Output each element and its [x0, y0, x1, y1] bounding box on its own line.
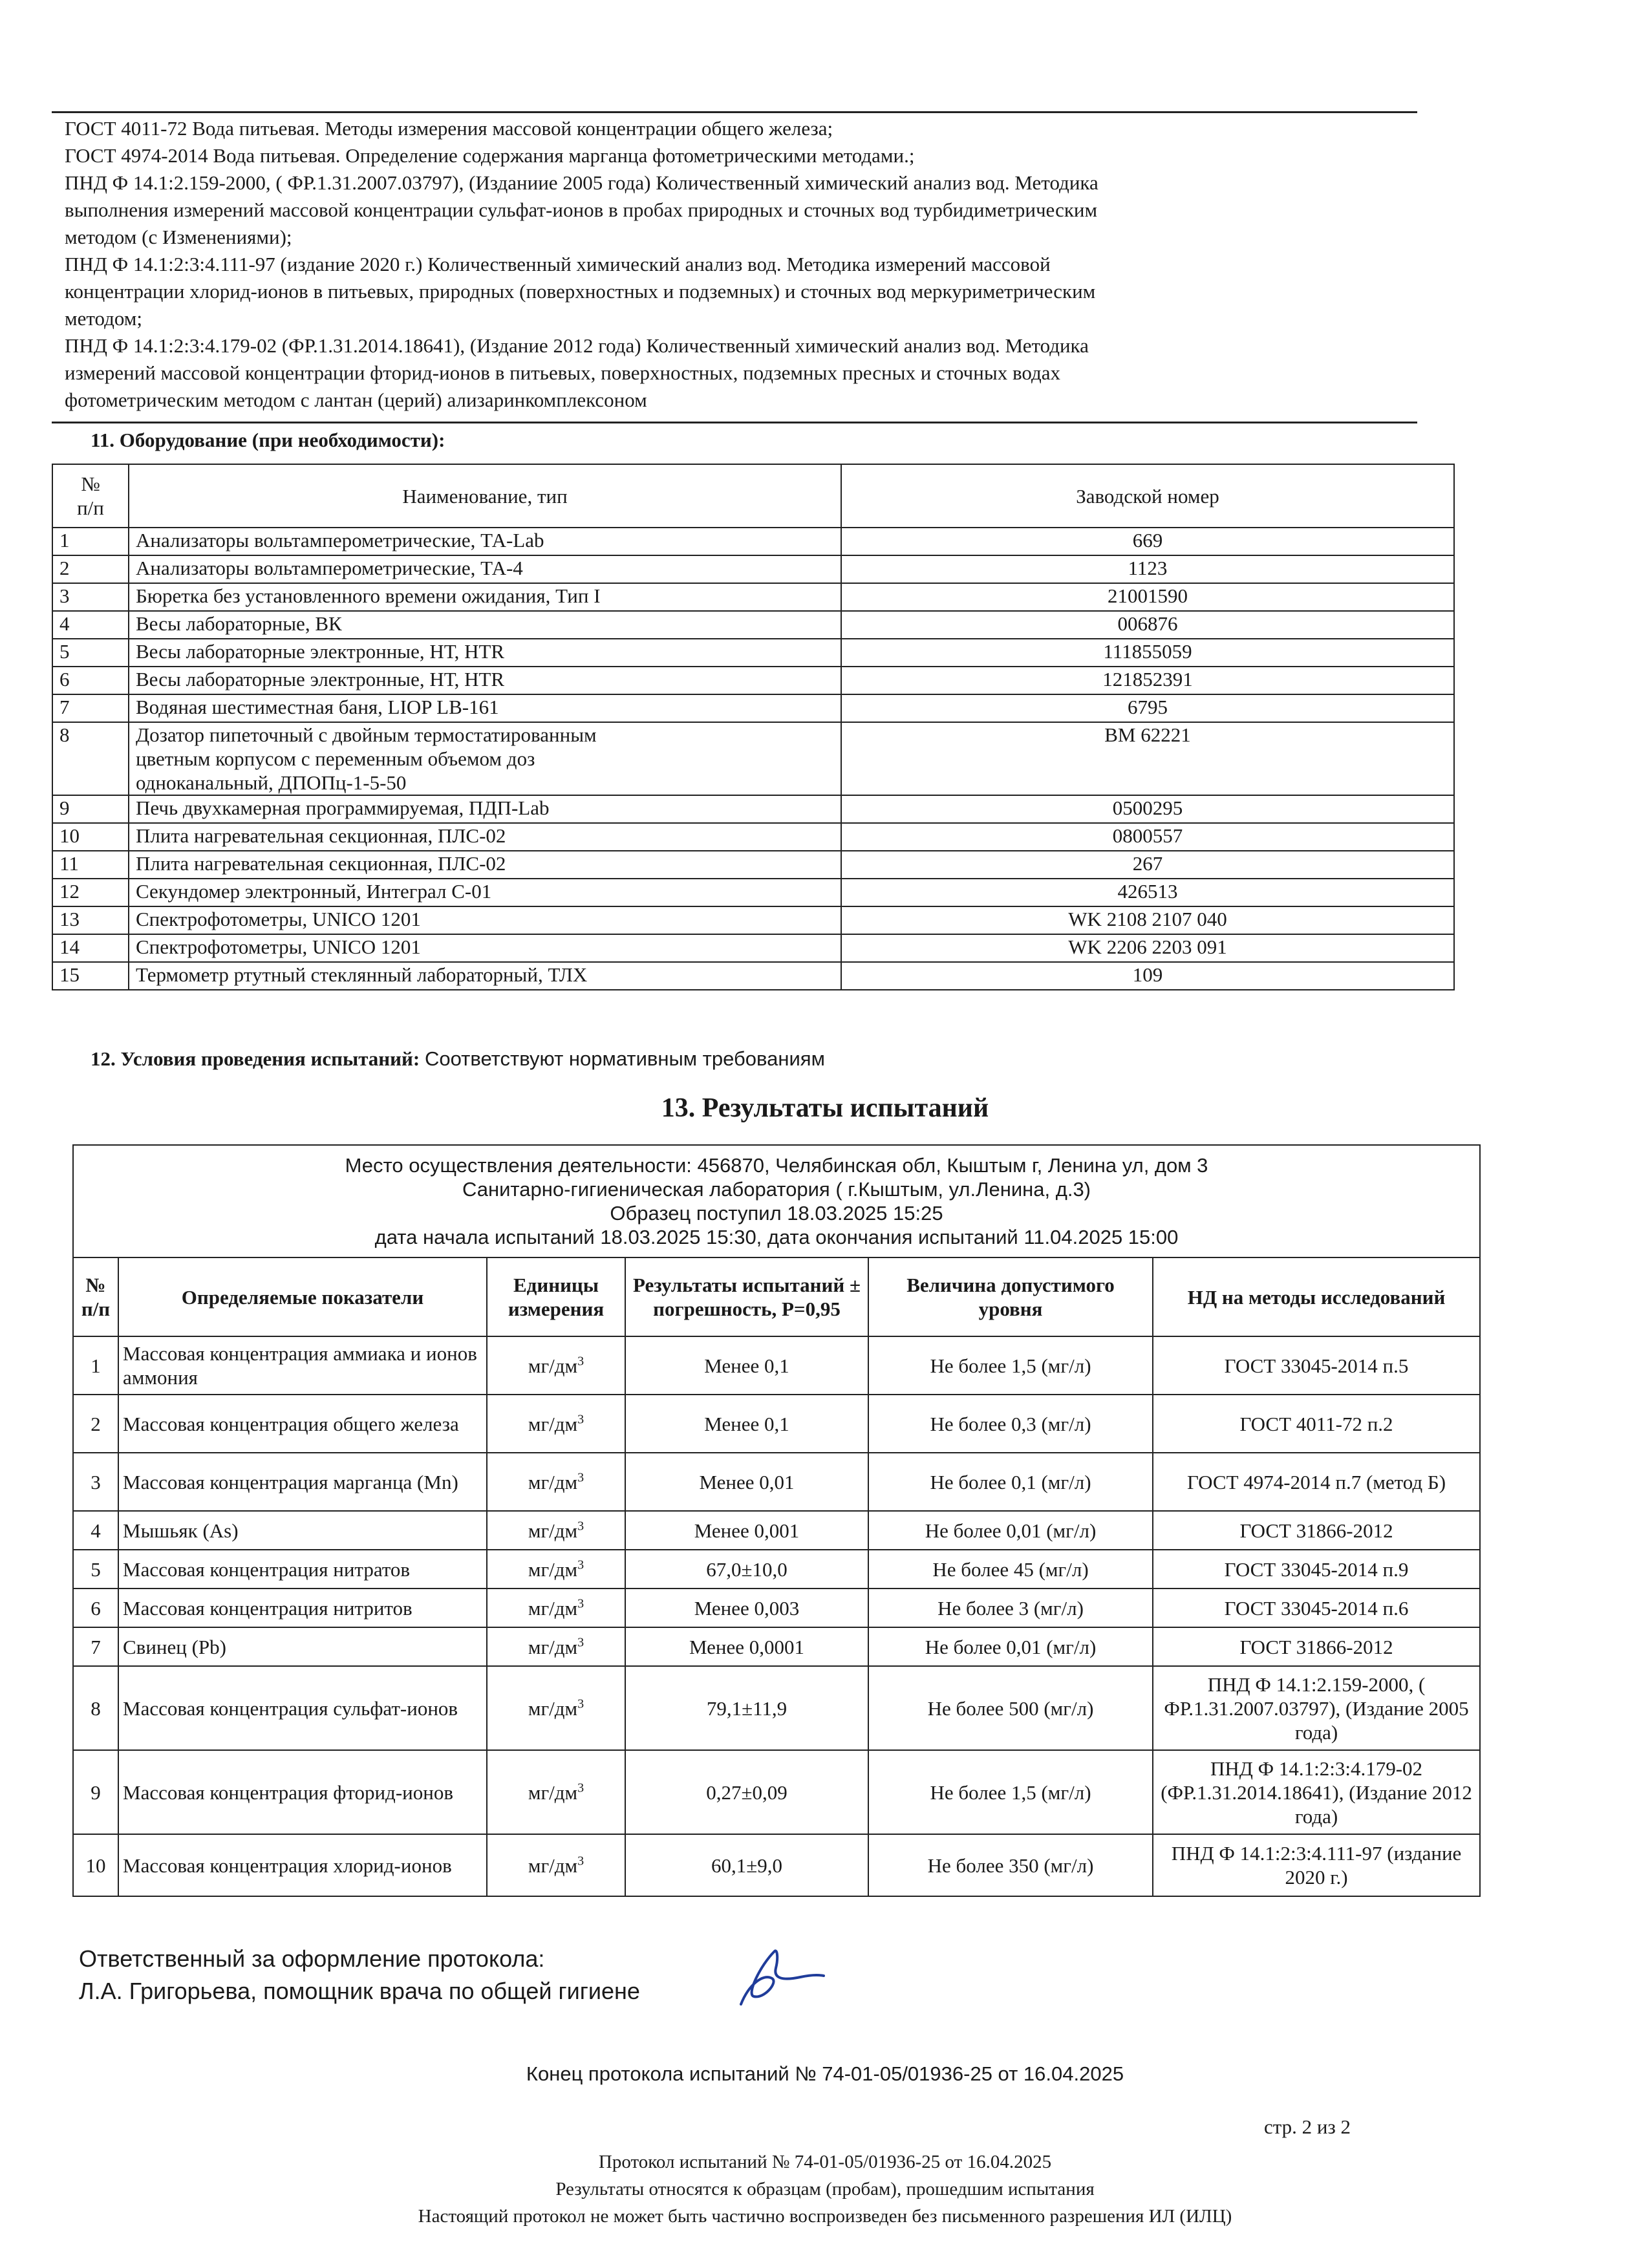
result-unit-power: 3 — [577, 1781, 584, 1795]
table-row — [52, 722, 1454, 795]
result-unit-base: мг/дм — [528, 1696, 578, 1720]
result-unit-base: мг/дм — [528, 1781, 578, 1804]
equipment-header-num — [52, 464, 129, 528]
equipment-name: Печь двухкамерная программируемая, ПДП-Lab — [129, 795, 841, 823]
result-indicator: Массовая концентрация нитратов — [118, 1550, 487, 1589]
methods-line: ГОСТ 4011-72 Вода питьевая. Методы измерения массовой концентрации общего железа; — [65, 117, 833, 140]
result-value: 67,0±10,0 — [625, 1550, 868, 1589]
result-method: ГОСТ 4974-2014 п.7 (метод Б) — [1153, 1453, 1480, 1511]
equipment-serial: 0800557 — [841, 823, 1454, 851]
table-row — [73, 1589, 1480, 1627]
result-method: ПНД Ф 14.1:2:3:4.111-97 (издание 2020 г.) — [1153, 1834, 1480, 1896]
equipment-serial: 426513 — [841, 879, 1454, 906]
methods-line: ПНД Ф 14.1:2:3:4.111-97 (издание 2020 г.) Количественный химический анализ вод. Методика измерений массовой — [65, 253, 1051, 275]
table-row — [73, 1511, 1480, 1550]
equipment-num: 6 — [52, 667, 129, 694]
result-indicator: Массовая концентрация аммиака и ионов аммония — [118, 1336, 487, 1395]
page-number: стр. 2 из 2 — [1264, 2115, 1351, 2138]
table-row — [52, 934, 1454, 962]
equipment-name: Термометр ртутный стеклянный лабораторный, ТЛХ — [129, 962, 841, 990]
result-limit: Не более 500 (мг/л) — [868, 1666, 1153, 1750]
result-unit-power: 3 — [577, 1354, 584, 1369]
result-indicator: Мышьяк (As) — [118, 1511, 487, 1550]
results-info — [73, 1145, 1480, 1257]
table-row — [52, 555, 1454, 583]
top-rule — [52, 111, 1417, 113]
result-limit: Не более 3 (мг/л) — [868, 1589, 1153, 1627]
result-unit — [487, 1666, 625, 1750]
methods-line: методом; — [65, 307, 143, 330]
result-unit-power: 3 — [577, 1596, 584, 1611]
equipment-title: 11. Оборудование (при необходимости): — [91, 429, 445, 451]
equipment-num: 7 — [52, 694, 129, 722]
result-method: ГОСТ 33045-2014 п.6 — [1153, 1589, 1480, 1627]
results-header-limit: Величина допустимого уровня — [868, 1257, 1153, 1336]
result-unit — [487, 1589, 625, 1627]
result-unit — [487, 1550, 625, 1589]
equipment-num: 5 — [52, 639, 129, 667]
result-unit — [487, 1336, 625, 1395]
result-unit-base: мг/дм — [528, 1519, 578, 1542]
result-unit-base: мг/дм — [528, 1596, 578, 1620]
equipment-name: Плита нагревательная секционная, ПЛС-02 — [129, 823, 841, 851]
result-value: Менее 0,01 — [625, 1453, 868, 1511]
result-value: Менее 0,0001 — [625, 1627, 868, 1666]
result-unit — [487, 1627, 625, 1666]
equipment-serial: 0500295 — [841, 795, 1454, 823]
table-row — [52, 879, 1454, 906]
equipment-serial: BM 62221 — [841, 722, 1454, 795]
equipment-num: 2 — [52, 555, 129, 583]
results-info-dates: дата начала испытаний 18.03.2025 15:30, дата окончания испытаний 11.04.2025 15:00 — [374, 1226, 1179, 1248]
equipment-num: 13 — [52, 906, 129, 934]
table-row — [52, 795, 1454, 823]
results-header-indicator: Определяемые показатели — [118, 1257, 487, 1336]
table-row — [52, 694, 1454, 722]
table-row — [52, 528, 1454, 555]
methods-list — [65, 115, 1416, 414]
result-unit — [487, 1511, 625, 1550]
test-conditions-value: Соответствуют нормативным требованиям — [424, 1047, 825, 1070]
result-unit-base: мг/дм — [528, 1635, 578, 1658]
equipment-num: 10 — [52, 823, 129, 851]
methods-line: ПНД Ф 14.1:2.159-2000, ( ФР.1.31.2007.03797), (Изданиие 2005 года) Количественный химический анализ вод. Методика — [65, 171, 1098, 194]
equipment-name: Дозатор пипеточный с двойным термостатированным цветным корпусом с переменным объемом доз одноканальный, ДПОПц-1-5-50 — [129, 722, 841, 795]
equipment-serial: WK 2108 2107 040 — [841, 906, 1454, 934]
equipment-name: Спектрофотометры, UNICO 1201 — [129, 906, 841, 934]
result-unit-base: мг/дм — [528, 1854, 578, 1877]
result-unit — [487, 1453, 625, 1511]
equipment-header-serial: Заводской номер — [841, 464, 1454, 528]
equipment-serial: 1123 — [841, 555, 1454, 583]
responsible-block — [79, 1943, 640, 2007]
result-value: 60,1±9,0 — [625, 1834, 868, 1896]
equipment-num: 9 — [52, 795, 129, 823]
result-unit — [487, 1395, 625, 1453]
equipment-num: 15 — [52, 962, 129, 990]
end-of-protocol: Конец протокола испытаний № 74-01-05/01936-25 от 16.04.2025 — [526, 2062, 1124, 2085]
table-row — [73, 1666, 1480, 1750]
equipment-name: Водяная шестиместная баня, LIOP LB-161 — [129, 694, 841, 722]
equipment-num: 11 — [52, 851, 129, 879]
table-row — [52, 583, 1454, 611]
methods-line: измерений массовой концентрации фторид-ионов в питьевых, поверхностных, подземных пресных и сточных водах — [65, 361, 1061, 384]
equipment-name: Весы лабораторные, ВК — [129, 611, 841, 639]
equipment-name: Анализаторы вольтамперометрические, ТА-4 — [129, 555, 841, 583]
table-row — [73, 1627, 1480, 1666]
result-value: Менее 0,003 — [625, 1589, 868, 1627]
results-info-laboratory: Санитарно-гигиеническая лаборатория ( г.Кыштым, ул.Ленина, д.3) — [462, 1178, 1091, 1201]
result-unit-base: мг/дм — [528, 1470, 578, 1493]
results-header-unit: Единицы измерения — [487, 1257, 625, 1336]
table-row — [52, 639, 1454, 667]
equipment-name: Плита нагревательная секционная, ПЛС-02 — [129, 851, 841, 879]
equipment-header-row — [52, 464, 1454, 528]
equipment-header-name: Наименование, тип — [129, 464, 841, 528]
table-row — [73, 1395, 1480, 1453]
result-method: ГОСТ 31866-2012 — [1153, 1627, 1480, 1666]
result-num: 4 — [73, 1511, 118, 1550]
result-num: 2 — [73, 1395, 118, 1453]
equipment-name: Анализаторы вольтамперометрические, ТА-Lab — [129, 528, 841, 555]
footer-copy-note: Настоящий протокол не может быть частично воспроизведен без письменного разрешения ИЛ (ИЛЦ) — [418, 2206, 1232, 2227]
equipment-num: 4 — [52, 611, 129, 639]
table-row — [52, 851, 1454, 879]
equipment-serial: 669 — [841, 528, 1454, 555]
result-limit: Не более 0,01 (мг/л) — [868, 1511, 1153, 1550]
result-unit-power: 3 — [577, 1696, 584, 1711]
table-row — [73, 1336, 1480, 1395]
methods-line: фотометрическим методом с лантан (церий) ализаринкомплексоном — [65, 389, 647, 411]
result-num: 6 — [73, 1589, 118, 1627]
result-limit: Не более 1,5 (мг/л) — [868, 1750, 1153, 1834]
result-indicator: Массовая концентрация марганца (Mn) — [118, 1453, 487, 1511]
result-indicator: Массовая концентрация фторид-ионов — [118, 1750, 487, 1834]
equipment-serial: 121852391 — [841, 667, 1454, 694]
table-row — [52, 823, 1454, 851]
table-row — [52, 906, 1454, 934]
result-limit: Не более 45 (мг/л) — [868, 1550, 1153, 1589]
equipment-serial: 006876 — [841, 611, 1454, 639]
result-unit-power: 3 — [577, 1412, 584, 1427]
equipment-serial: 21001590 — [841, 583, 1454, 611]
result-indicator: Массовая концентрация сульфат-ионов — [118, 1666, 487, 1750]
result-limit: Не более 0,01 (мг/л) — [868, 1627, 1153, 1666]
equipment-name: Бюретка без установленного времени ожидания, Тип I — [129, 583, 841, 611]
equipment-num: 1 — [52, 528, 129, 555]
equipment-name: Весы лабораторные электронные, НТ, HTR — [129, 639, 841, 667]
result-num: 10 — [73, 1834, 118, 1896]
methods-line: методом (с Изменениями); — [65, 226, 292, 248]
equipment-num: 14 — [52, 934, 129, 962]
results-table — [72, 1144, 1481, 1897]
results-title: 13. Результаты испытаний — [661, 1093, 989, 1123]
equipment-serial: 109 — [841, 962, 1454, 990]
results-info-address: Место осуществления деятельности: 456870, Челябинская обл, Кыштым г, Ленина ул, дом 3 — [345, 1154, 1208, 1177]
footer-results-note: Результаты относятся к образцам (пробам), прошедшим испытания — [555, 2179, 1095, 2199]
footer-protocol: Протокол испытаний № 74-01-05/01936-25 от 16.04.2025 — [598, 2152, 1052, 2172]
equipment-name: Спектрофотометры, UNICO 1201 — [129, 934, 841, 962]
responsible-label: Ответственный за оформление протокола: — [79, 1945, 545, 1972]
methods-line: выполнения измерений массовой концентрации сульфат-ионов в пробах природных и сточных вод турбидиметрическим — [65, 198, 1098, 221]
result-num: 7 — [73, 1627, 118, 1666]
result-value: Менее 0,1 — [625, 1336, 868, 1395]
result-num: 9 — [73, 1750, 118, 1834]
result-method: ГОСТ 31866-2012 — [1153, 1511, 1480, 1550]
test-conditions-label: 12. Условия проведения испытаний: — [91, 1047, 420, 1070]
result-unit-power: 3 — [577, 1854, 584, 1868]
results-header-result: Результаты испытаний ± погрешность, P=0,95 — [625, 1257, 868, 1336]
responsible-person: Л.А. Григорьева, помощник врача по общей гигиене — [79, 1978, 640, 2004]
result-limit: Не более 350 (мг/л) — [868, 1834, 1153, 1896]
methods-line: ПНД Ф 14.1:2:3:4.179-02 (ФР.1.31.2014.18641), (Издание 2012 года) Количественный химический анализ вод. Методика — [65, 334, 1089, 357]
equipment-serial: 111855059 — [841, 639, 1454, 667]
table-row — [52, 667, 1454, 694]
equipment-serial: 267 — [841, 851, 1454, 879]
table-row — [52, 962, 1454, 990]
result-num: 1 — [73, 1336, 118, 1395]
result-unit-power: 3 — [577, 1635, 584, 1650]
results-header-num: № п/п — [73, 1257, 118, 1336]
equipment-header-num-line2: п/п — [77, 497, 104, 519]
equipment-name: Весы лабораторные электронные, НТ, HTR — [129, 667, 841, 694]
result-indicator: Массовая концентрация общего железа — [118, 1395, 487, 1453]
result-unit — [487, 1834, 625, 1896]
result-method: ГОСТ 33045-2014 п.5 — [1153, 1336, 1480, 1395]
footer — [0, 2148, 1650, 2230]
result-method: ГОСТ 4011-72 п.2 — [1153, 1395, 1480, 1453]
methods-line: концентрации хлорид-ионов в питьевых, природных (поверхностных и подземных) и сточных вод меркуриметрическим — [65, 280, 1096, 303]
result-unit-base: мг/дм — [528, 1354, 578, 1377]
result-num: 5 — [73, 1550, 118, 1589]
result-num: 3 — [73, 1453, 118, 1511]
equipment-serial: 6795 — [841, 694, 1454, 722]
result-unit-power: 3 — [577, 1470, 584, 1485]
results-info-received: Образец поступил 18.03.2025 15:25 — [610, 1202, 943, 1225]
table-row — [52, 611, 1454, 639]
equipment-num: 12 — [52, 879, 129, 906]
table-row — [73, 1453, 1480, 1511]
result-unit-base: мг/дм — [528, 1557, 578, 1581]
result-value: 79,1±11,9 — [625, 1666, 868, 1750]
result-unit-power: 3 — [577, 1519, 584, 1534]
table-row — [73, 1750, 1480, 1834]
equipment-num: 3 — [52, 583, 129, 611]
result-num: 8 — [73, 1666, 118, 1750]
methods-bottom-rule — [52, 422, 1417, 423]
table-row — [73, 1550, 1480, 1589]
equipment-serial: WK 2206 2203 091 — [841, 934, 1454, 962]
result-indicator: Массовая концентрация нитритов — [118, 1589, 487, 1627]
result-unit — [487, 1750, 625, 1834]
result-value: 0,27±0,09 — [625, 1750, 868, 1834]
result-unit-power: 3 — [577, 1557, 584, 1572]
result-indicator: Массовая концентрация хлорид-ионов — [118, 1834, 487, 1896]
equipment-name: Секундомер электронный, Интеграл С-01 — [129, 879, 841, 906]
result-value: Менее 0,001 — [625, 1511, 868, 1550]
result-limit: Не более 1,5 (мг/л) — [868, 1336, 1153, 1395]
result-limit: Не более 0,3 (мг/л) — [868, 1395, 1153, 1453]
result-limit: Не более 0,1 (мг/л) — [868, 1453, 1153, 1511]
results-header-row — [73, 1257, 1480, 1336]
result-indicator: Свинец (Pb) — [118, 1627, 487, 1666]
result-unit-base: мг/дм — [528, 1412, 578, 1435]
equipment-table — [52, 464, 1455, 990]
result-value: Менее 0,1 — [625, 1395, 868, 1453]
result-method: ГОСТ 33045-2014 п.9 — [1153, 1550, 1480, 1589]
equipment-header-num-line1: № — [81, 473, 100, 495]
signature — [723, 1940, 826, 2017]
methods-line: ГОСТ 4974-2014 Вода питьевая. Определение содержания марганца фотометрическими методами.; — [65, 144, 915, 167]
result-method: ПНД Ф 14.1:2:3:4.179-02 (ФР.1.31.2014.18641), (Издание 2012 года) — [1153, 1750, 1480, 1834]
table-row — [73, 1834, 1480, 1896]
test-conditions — [91, 1047, 825, 1071]
results-header-method: НД на методы исследований — [1153, 1257, 1480, 1336]
equipment-num: 8 — [52, 722, 129, 795]
result-method: ПНД Ф 14.1:2.159-2000, ( ФР.1.31.2007.03797), (Издание 2005 года) — [1153, 1666, 1480, 1750]
results-info-row — [73, 1145, 1480, 1257]
